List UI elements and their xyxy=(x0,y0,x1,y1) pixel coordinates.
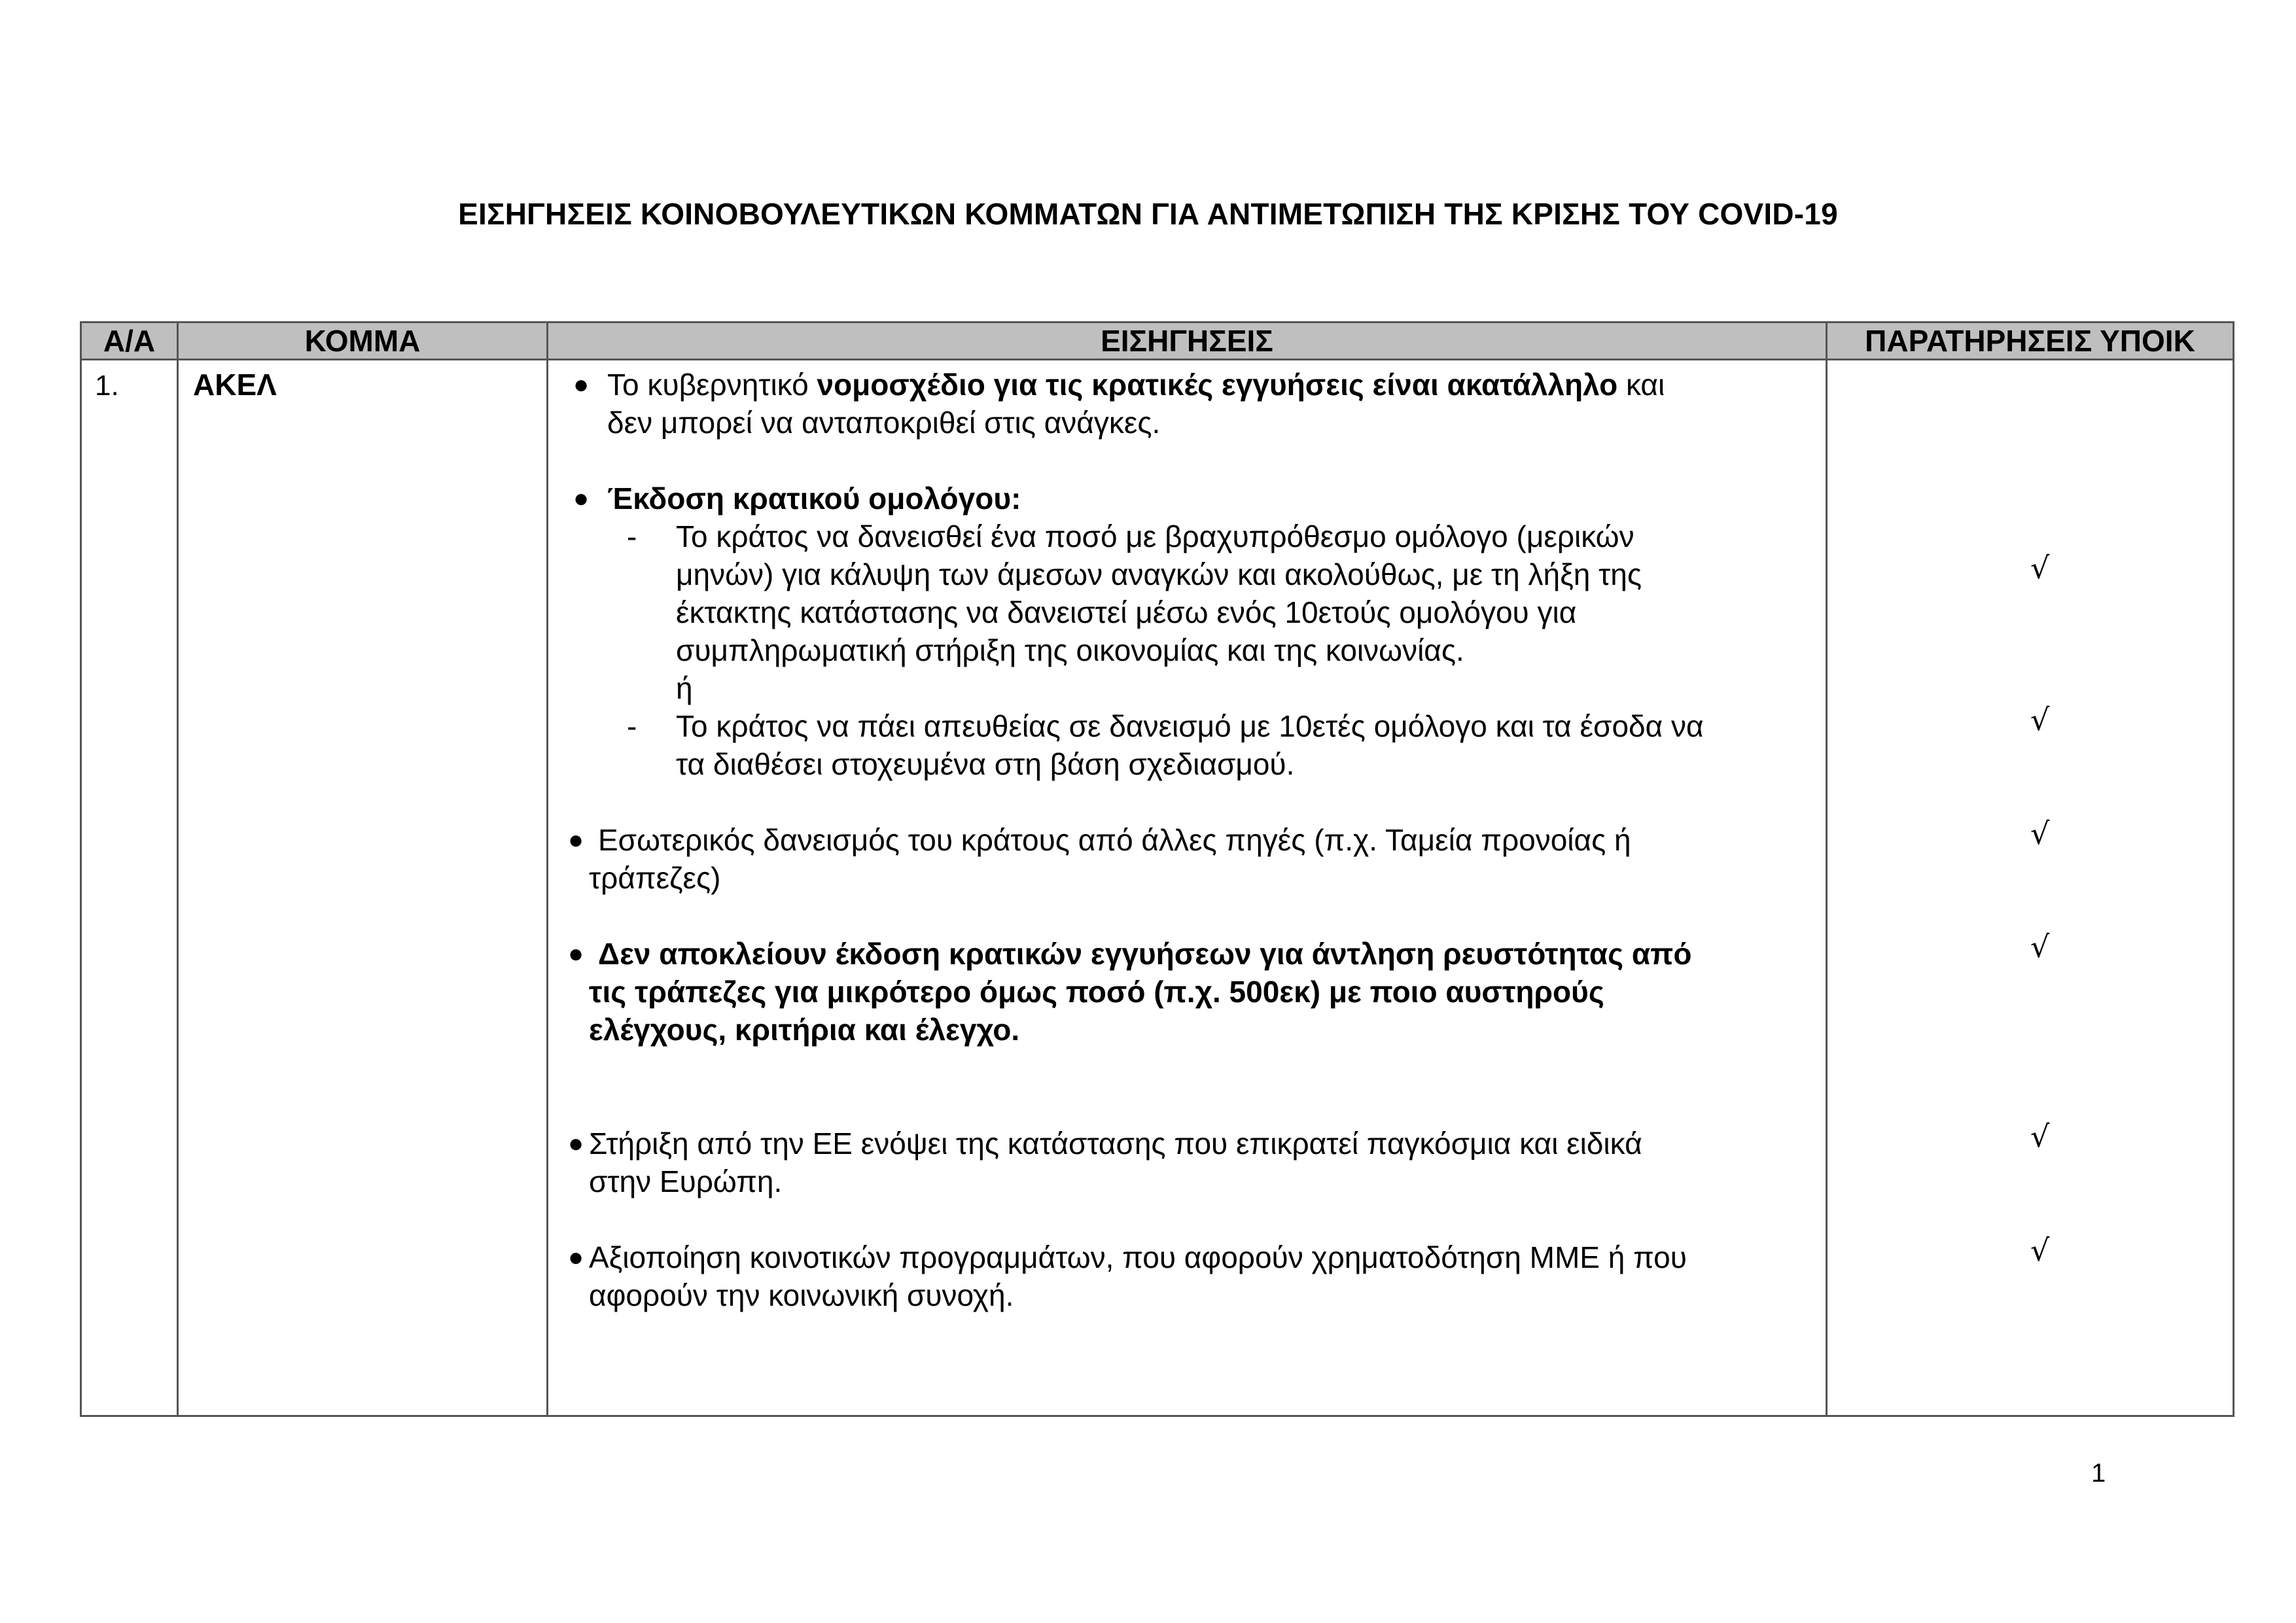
row-number: 1. xyxy=(95,370,119,402)
party-cell xyxy=(178,360,548,1416)
document-title: ΕΙΣΗΓΗΣΕΙΣ ΚΟΙΝΟΒΟΥΛΕΥΤΙΚΩΝ ΚΟΜΜΑΤΩΝ ΓΙΑ ΑΝΤΙΜΕΤΩΠΙΣΗ ΤΗΣ ΚΡΙΣΗΣ ΤΟΥ COVID-19 xyxy=(458,197,1838,231)
header-aa: Α/Α xyxy=(81,323,178,360)
or-text: ή xyxy=(676,671,693,705)
proposal-line: τράπεζες) xyxy=(589,861,721,895)
proposal-line: αφορούν την κοινωνική συνοχή. xyxy=(589,1278,1014,1312)
check-mark-icon: √ xyxy=(2030,702,2050,737)
proposal-line: Εσωτερικός δανεισμός του κράτους από άλλες πηγές (π.χ. Ταμεία προνοίας ή xyxy=(598,823,1631,857)
proposal-line: ελέγχους, κριτήρια και έλεγχο. xyxy=(589,1013,1020,1047)
proposal-heading: Έκδοση κρατικού ομολόγου: xyxy=(607,481,1021,515)
page-number: 1 xyxy=(2091,1459,2106,1488)
proposal-item xyxy=(568,480,1812,517)
table-header-row xyxy=(81,323,2234,360)
proposal-line: μηνών) για κάλυψη των άμεσων αναγκών και ακολούθως, με τη λήξη της xyxy=(676,557,1642,591)
sub-item xyxy=(627,707,1812,783)
proposal-item xyxy=(568,1238,1812,1314)
proposal-line: έκτακτης κατάστασης να δανειστεί μέσω ενός 10ετούς ομολόγου για xyxy=(676,595,1577,629)
bullet-icon: ● xyxy=(568,826,584,854)
proposal-line: Δεν αποκλείουν έκδοση κρατικών εγγυήσεων για άντληση ρευστότητας από xyxy=(598,937,1692,971)
check-mark-icon: √ xyxy=(2030,550,2050,585)
dash-marker: - xyxy=(627,709,637,743)
bullet-icon: ● xyxy=(573,484,590,513)
proposal-line: τα διαθέσει στοχευμένα στη βάση σχεδιασμού. xyxy=(676,747,1295,781)
dash-marker: - xyxy=(627,519,637,553)
check-mark-icon: √ xyxy=(2030,1119,2050,1154)
proposal-line: Στήριξη από την ΕΕ ενόψει της κατάστασης που επικρατεί παγκόσμια και ειδικά xyxy=(589,1126,1642,1161)
bullet-icon: ● xyxy=(568,1243,584,1272)
proposal-item xyxy=(568,366,1812,442)
proposal-line: δεν μπορεί να ανταποκριθεί στις ανάγκες. xyxy=(607,406,1161,440)
bullet-icon: ● xyxy=(573,370,590,399)
proposal-line: στην Ευρώπη. xyxy=(589,1164,783,1198)
header-party: ΚΟΜΜΑ xyxy=(178,323,548,360)
party-name: ΑΚΕΛ xyxy=(193,368,277,402)
header-proposals: ΕΙΣΗΓΗΣΕΙΣ xyxy=(548,323,1827,360)
check-mark-icon: √ xyxy=(2030,816,2050,851)
proposal-line: τις τράπεζες για μικρότερο όμως ποσό (π.χ. 500εκ) με ποιο αυστηρούς xyxy=(589,975,1604,1009)
proposals-content xyxy=(548,360,1826,1314)
sub-item xyxy=(627,517,1812,669)
bullet-icon: ● xyxy=(568,1129,584,1158)
proposal-line: Το κράτος να δανεισθεί ένα ποσό με βραχυπρόθεσμο ομόλογο (μερικών xyxy=(676,519,1634,553)
check-mark-icon: √ xyxy=(2030,1232,2050,1268)
table-row xyxy=(81,360,2234,1416)
proposal-item xyxy=(568,1125,1812,1200)
proposals-cell xyxy=(548,360,1827,1416)
bullet-icon: ● xyxy=(568,939,584,968)
remarks-cell xyxy=(1827,360,2234,1416)
header-remarks: ΠΑΡΑΤΗΡΗΣΕΙΣ ΥΠΟΙΚ xyxy=(1827,323,2234,360)
row-number-cell xyxy=(81,360,178,1416)
check-mark-icon: √ xyxy=(2030,929,2050,964)
proposals-table xyxy=(80,321,2234,1417)
proposal-line: Το κράτος να πάει απευθείας σε δανεισμό με 10ετές ομόλογο και τα έσοδα να xyxy=(676,709,1704,743)
proposal-line: συμπληρωματική στήριξη της οικονομίας και της κοινωνίας. xyxy=(676,633,1464,667)
proposal-line: Το κυβερνητικό νομοσχέδιο για τις κρατικές εγγυήσεις είναι ακατάλληλο και xyxy=(607,368,1665,402)
proposal-item xyxy=(568,935,1812,1049)
proposal-line: Αξιοποίηση κοινοτικών προγραμμάτων, που αφορούν χρηματοδότηση ΜΜΕ ή που xyxy=(589,1240,1687,1274)
proposal-item xyxy=(568,821,1812,897)
